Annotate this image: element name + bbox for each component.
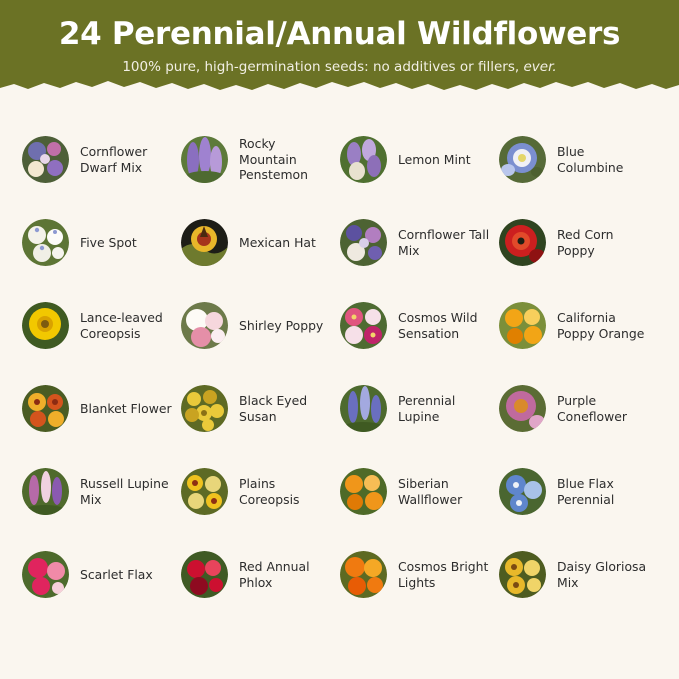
flower-swatch-red-corn-poppy — [499, 219, 546, 266]
list-item — [340, 201, 499, 284]
list-item-label: Russell Lupine Mix — [80, 476, 169, 507]
list-item — [181, 533, 340, 616]
list-item-label: Blue Flax Perennial — [557, 476, 615, 507]
flower-swatch-black-eyed-susan — [181, 385, 228, 432]
list-item-label: Daisy Gloriosa Mix — [557, 559, 647, 590]
flower-swatch-rocky-mountain-penstemon — [181, 136, 228, 183]
list-item — [22, 284, 181, 367]
list-item — [22, 450, 181, 533]
page-subtitle — [0, 57, 679, 77]
flower-swatch-cosmos-bright-lights — [340, 551, 387, 598]
subtitle-main-text: 100% pure, high-germination seeds: no additives or fillers, — [122, 59, 520, 75]
list-item-label: Scarlet Flax — [80, 566, 153, 582]
list-item — [340, 533, 499, 616]
list-item — [181, 118, 340, 201]
list-item — [22, 201, 181, 284]
flower-swatch-cornflower-tall-mix — [340, 219, 387, 266]
list-item-label: Rocky Mountain Penstemon — [239, 136, 308, 183]
list-item-label: Cosmos Bright Lights — [398, 559, 489, 590]
flower-swatch-lemon-mint — [340, 136, 387, 183]
flower-grid — [22, 118, 658, 616]
list-item — [181, 201, 340, 284]
flower-swatch-cosmos-wild-sensation — [340, 302, 387, 349]
list-item-label: Purple Coneflower — [557, 393, 627, 424]
list-item — [340, 284, 499, 367]
list-item — [499, 367, 658, 450]
list-item — [499, 533, 658, 616]
list-item-label: Five Spot — [80, 234, 137, 250]
list-item-label: Cosmos Wild Sensation — [398, 310, 478, 341]
flower-swatch-lance-leaved-coreopsis — [22, 302, 69, 349]
flower-swatch-russell-lupine-mix — [22, 468, 69, 515]
flower-swatch-blue-columbine — [499, 136, 546, 183]
flower-swatch-purple-coneflower — [499, 385, 546, 432]
flower-swatch-scarlet-flax — [22, 551, 69, 598]
list-item — [340, 367, 499, 450]
flower-swatch-daisy-gloriosa-mix — [499, 551, 546, 598]
flower-swatch-cornflower-dwarf-mix — [22, 136, 69, 183]
subtitle-emphasis-text: ever. — [523, 59, 557, 75]
list-item — [181, 367, 340, 450]
list-item — [340, 450, 499, 533]
list-item — [499, 450, 658, 533]
list-item-label: Black Eyed Susan — [239, 393, 308, 424]
list-item-label: California Poppy Orange — [557, 310, 645, 341]
list-item-label: Blanket Flower — [80, 400, 172, 416]
header-banner — [0, 0, 679, 96]
flower-swatch-blue-flax-perennial — [499, 468, 546, 515]
flower-swatch-plains-coreopsis — [181, 468, 228, 515]
list-item-label: Red Annual Phlox — [239, 559, 310, 590]
flower-swatch-perennial-lupine — [340, 385, 387, 432]
list-item-label: Lemon Mint — [398, 151, 471, 167]
list-item — [181, 284, 340, 367]
page-title: 24 Perennial/Annual Wildflowers — [58, 16, 621, 52]
list-item-label: Siberian Wallflower — [398, 476, 463, 507]
flower-swatch-blanket-flower — [22, 385, 69, 432]
list-item — [181, 450, 340, 533]
flower-swatch-california-poppy-orange — [499, 302, 546, 349]
list-item — [499, 201, 658, 284]
list-item — [22, 118, 181, 201]
flower-swatch-mexican-hat — [181, 219, 228, 266]
flower-swatch-shirley-poppy — [181, 302, 228, 349]
list-item — [22, 367, 181, 450]
list-item — [340, 118, 499, 201]
list-item-label: Cornflower Tall Mix — [398, 227, 490, 258]
list-item-label: Shirley Poppy — [239, 317, 324, 333]
list-item — [499, 284, 658, 367]
torn-paper-edge-icon — [0, 75, 679, 96]
flower-swatch-siberian-wallflower — [340, 468, 387, 515]
list-item-label: Cornflower Dwarf Mix — [80, 144, 148, 175]
list-item — [22, 533, 181, 616]
list-item-label: Perennial Lupine — [398, 393, 456, 424]
list-item-label: Lance-leaved Coreopsis — [80, 310, 163, 341]
list-item-label: Plains Coreopsis — [239, 476, 300, 507]
list-item-label: Mexican Hat — [239, 234, 316, 250]
flower-swatch-red-annual-phlox — [181, 551, 228, 598]
list-item-label: Red Corn Poppy — [557, 227, 614, 258]
flower-swatch-five-spot — [22, 219, 69, 266]
list-item — [499, 118, 658, 201]
list-item-label: Blue Columbine — [557, 144, 624, 175]
